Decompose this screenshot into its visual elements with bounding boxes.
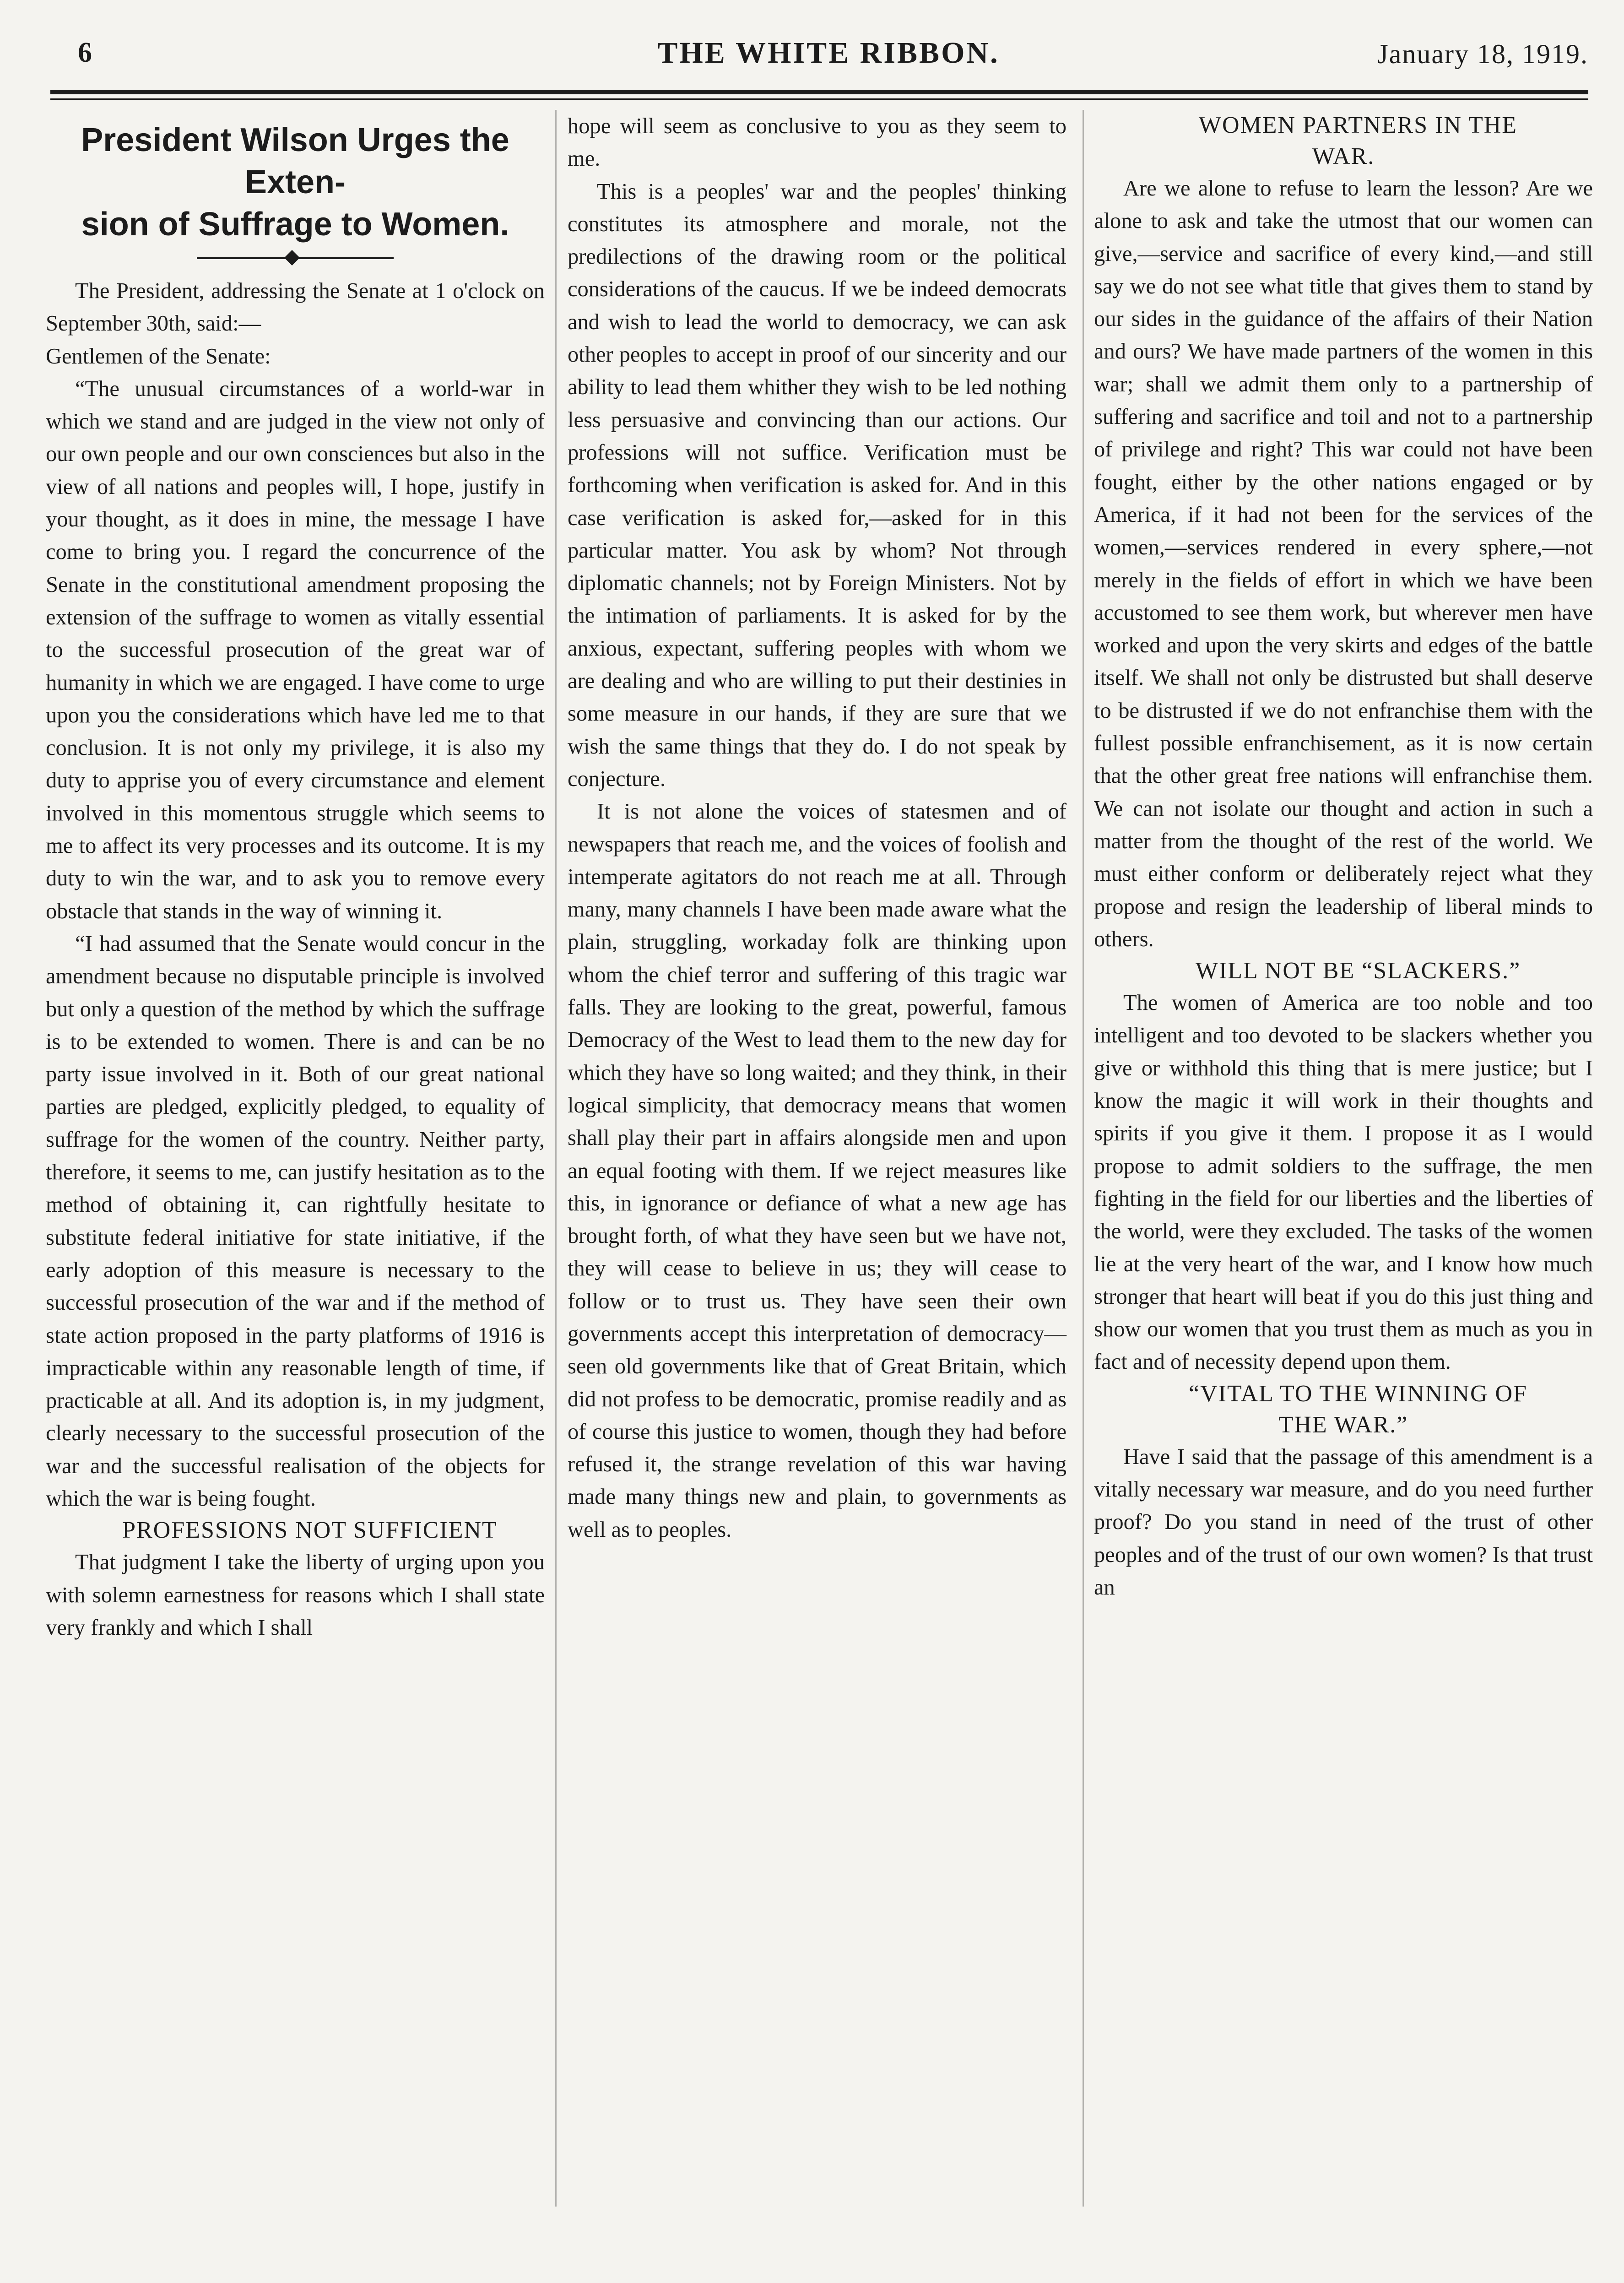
salutation: Gentlemen of the Senate: <box>46 344 271 369</box>
header-rule-thick <box>50 90 1588 94</box>
subhead-line: WAR. <box>1312 143 1375 169</box>
paragraph-continued: hope will seem as conclusive to you as they seem to me. <box>568 114 1066 171</box>
section-subhead: WILL NOT BE “SLACKERS.” <box>1195 958 1521 984</box>
headline-line-2: sion of Suffrage to Women. <box>81 206 509 243</box>
subhead-line: THE WAR.” <box>1278 1411 1408 1438</box>
paragraph: “I had assumed that the Senate would concur in the amendment because no disputable principle is involved but only a question of the method by which the suffrage is to be extended to women. There is and can be no party issue involved in it. Both of our great national parties are pledged, explicitly pledged, to equality of suffrage for the women of the country. Neither party, therefore, it seems to me, can justify hesitation as to the method of obtaining it, can rightfully hesitate to substitute federal initiative for state initiative, if the early adoption of this measure is necessary to the successful prosecution of the war and if the method of state action proposed in the party platforms of 1916 is impracticable within any reasonable length of time, if practicable at all. And its adoption is, in my judgment, clearly necessary to the successful prosecution of the war and the successful realisation of the objects for which the war is being fought. <box>46 931 545 1511</box>
subhead-line: WOMEN PARTNERS IN THE <box>1198 112 1518 138</box>
section-subhead <box>1094 110 1593 172</box>
paragraph: It is not alone the voices of statesmen and of newspapers that reach me, and the voices of foolish and intemperate agitators do not reach me at all. Through many, many channels I have been made aware what the plain, struggling, workaday folk are thinking upon whom the chief terror and suffering of this tragic war falls. They are looking to the great, powerful, famous Democracy of the West to lead them to the new day for which they have so long waited; and they think, in their logical simplicity, that democracy means that women shall play their part in affairs alongside men and upon an equal footing with them. If we reject measures like this, in ignorance or defiance of what a new age has brought forth, of what they have seen but we have not, they will cease to believe in us; they will cease to follow or to trust us. They have seen their own governments accept this interpretation of democracy—seen old governments like that of Great Britain, which did not profess to be democratic, promise readily and as of course this justice to women, though they had before refused it, the strange revelation of this war having made many things new and plain, to governments as well as to peoples. <box>568 799 1066 1542</box>
paragraph: “The unusual circumstances of a world-war in which we stand and are judged in the view not only of our own people and our own consciences but also in the view of all nations and peoples will, I hope, justify in your thought, as it does in mine, the message I have come to bring you. I regard the concurrence of the Senate in the constitutional amendment proposing the extension of the suffrage to women as vitally essential to the successful prosecution of the great war of humanity in which we are engaged. I have come to urge upon you the considerations which have led me to that conclusion. It is not only my privilege, it is also my duty to apprise you of every circumstance and element involved in this momentous struggle which seems to me to affect its very processes and its outcome. It is my duty to win the war, and to ask you to remove every obstacle that stands in the way of winning it. <box>46 376 545 923</box>
header-rule-thin <box>50 98 1588 100</box>
divider-diamond-ornament <box>284 250 300 266</box>
article-headline <box>46 119 545 245</box>
paragraph: This is a peoples' war and the peoples' thinking constitutes its atmosphere and morale, not the predilections of the drawing room or the political considerations of the caucus. If we be indeed democrats and wish to lead the world to democracy, we can ask other peoples to accept in proof of our sincerity and our ability to lead them whither they wish to be led nothing less persuasive and convincing than our actions. Our professions will not suffice. Verification must be forthcoming when verification is asked for. And in this case verification is asked for,—asked for in this particular matter. You ask by whom? Not through diplomatic channels; not by Foreign Ministers. Not by the intimation of parliaments. It is asked for by the anxious, expectant, suffering peoples with whom we are dealing and who are willing to put their destinies in some measure in our hands, if they are sure that we wish the same things that they do. I do not speak by conjecture. <box>568 179 1066 791</box>
page-header <box>69 27 1588 82</box>
masthead: THE WHITE RIBBON. <box>657 36 1000 70</box>
section-subhead <box>1094 1378 1593 1441</box>
paragraph: The women of America are too noble and too intelligent and too devoted to be slackers whether you give or withhold this thing that is mere justice; but I know the magic it will work in their thoughts and spirits if you give it them. I propose it as I would propose to admit soldiers to the suffrage, the men fighting in the field for our liberties and the liberties of the world, were they excluded. The tasks of the women lie at the very heart of the war, and I know how much stronger that heart will beat if you do this just thing and show our women that you trust them as much as you in fact and of necessity depend upon them. <box>1094 991 1593 1374</box>
column-separator <box>555 110 557 2207</box>
column-separator <box>1083 110 1084 2207</box>
column-3 <box>1094 110 1593 1604</box>
paragraph: That judgment I take the liberty of urging upon you with solemn earnestness for reasons which I shall state very frankly and which I shall <box>46 1550 545 1640</box>
paragraph: Have I said that the passage of this amendment is a vitally necessary war measure, and do you need further proof? Do you stand in need of the trust of other peoples and of the trust of our own women? Is that trust an <box>1094 1444 1593 1600</box>
subhead-line: “VITAL TO THE WINNING OF <box>1189 1380 1527 1407</box>
paragraph: The President, addressing the Senate at 1 o'clock on September 30th, said:— <box>46 279 545 336</box>
headline-line-1: President Wilson Urges the Exten- <box>81 122 509 201</box>
issue-date: January 18, 1919. <box>1377 39 1588 69</box>
paragraph: Are we alone to refuse to learn the lesson? Are we alone to ask and take the utmost that our women can give,—service and sacrifice of every kind,—and still say we do not see what title that gives them to stand by our sides in the guidance of the affairs of their Nation and ours? We have made partners of the women in this war; shall we admit them only to a partnership of suffering and sacrifice and toil and not to a partnership of privilege and right? This war could not have been fought, either by the other nations engaged or by America, if it had not been for the services of the women,—services rendered in every sphere,—not merely in the fields of effort in which we have been accustomed to see them work, but wherever men have worked and upon the very skirts and edges of the battle itself. We shall not only be distrusted but shall deserve to be distrusted if we do not enfranchise them with the fullest possible enfranchisement, as it is now certain that the other great free nations will enfranchise them. We can not isolate our thought and action in such a matter from the thought of the rest of the world. We must either conform or deliberately reject what they propose and resign the leadership of liberal minds to others. <box>1094 176 1593 951</box>
section-subhead: PROFESSIONS NOT SUFFICIENT <box>122 1517 498 1544</box>
page-number: 6 <box>78 37 92 68</box>
column-1 <box>46 110 545 1644</box>
column-2 <box>568 110 1066 1546</box>
headline-divider <box>46 250 545 268</box>
